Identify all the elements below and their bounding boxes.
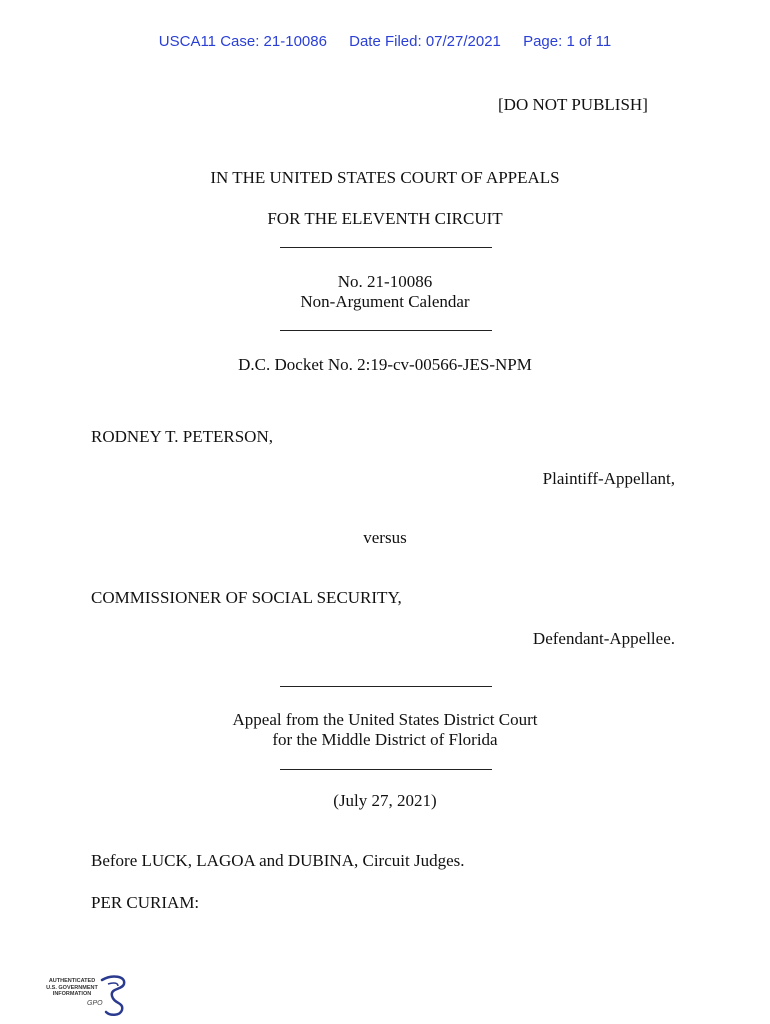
- publish-note: [DO NOT PUBLISH]: [498, 95, 648, 114]
- case-number-stamp: USCA11 Case: 21-10086: [158, 33, 327, 50]
- date-filed-stamp: Date Filed: 07/27/2021: [349, 33, 501, 50]
- panel-judges: Before LUCK, LAGOA and DUBINA, Circuit Judges.: [91, 851, 465, 870]
- gpo-authentication-seal: [42, 974, 132, 1018]
- eagle-icon: [98, 974, 130, 1018]
- versus-label: versus: [363, 528, 407, 547]
- decision-date: (July 27, 2021): [333, 791, 437, 810]
- appeal-origin: Appeal from the United States District Court: [232, 710, 538, 729]
- page-number-stamp: Page: 1 of 11: [523, 33, 612, 50]
- appeal-district: for the Middle District of Florida: [272, 730, 498, 749]
- calendar-type: Non-Argument Calendar: [300, 292, 470, 311]
- seal-line: INFORMATION: [52, 991, 92, 997]
- seal-line: U.S. GOVERNMENT: [46, 984, 98, 991]
- per-curiam-heading: PER CURIAM:: [91, 893, 200, 912]
- divider-rule: [280, 686, 492, 687]
- divider-rule: [280, 247, 492, 248]
- court-name: IN THE UNITED STATES COURT OF APPEALS: [210, 168, 560, 187]
- appeal-number: No. 21-10086: [337, 272, 433, 291]
- divider-rule: [280, 330, 492, 331]
- circuit-name: FOR THE ELEVENTH CIRCUIT: [267, 209, 503, 228]
- plaintiff-role: Plaintiff-Appellant,: [542, 469, 675, 488]
- plaintiff-name: RODNEY T. PETERSON,: [91, 427, 273, 446]
- docket-number: D.C. Docket No. 2:19-cv-00566-JES-NPM: [238, 355, 532, 374]
- seal-line: AUTHENTICATED: [48, 978, 96, 984]
- filing-header: [0, 33, 770, 50]
- divider-rule: [280, 769, 492, 770]
- gpo-mark: GPO: [87, 1000, 103, 1007]
- defendant-name: COMMISSIONER OF SOCIAL SECURITY,: [91, 588, 402, 607]
- defendant-role: Defendant-Appellee.: [532, 629, 675, 648]
